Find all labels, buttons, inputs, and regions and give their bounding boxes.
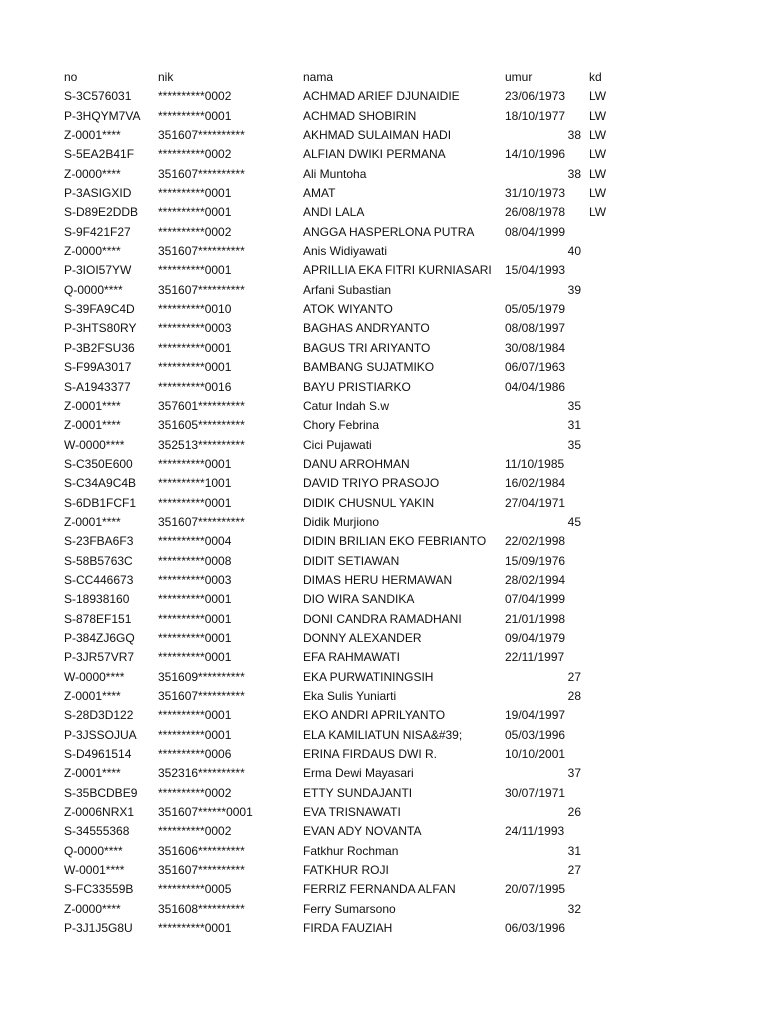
cell-nama: ACHMAD ARIEF DJUNAIDIE	[303, 89, 460, 104]
cell-no: Z-0001****	[64, 514, 121, 529]
cell-nama: Cici Pujawati	[303, 437, 372, 452]
cell-nama: Ali Muntoha	[303, 166, 367, 181]
cell-no: W-0000****	[64, 437, 125, 452]
cell-nik: **********1001	[158, 476, 232, 491]
cell-nik: 357601**********	[158, 398, 245, 413]
cell-nama: Catur Indah S.w	[303, 398, 390, 413]
table-row	[0, 281, 768, 300]
cell-no: S-39FA9C4D	[64, 302, 135, 317]
table-row	[0, 610, 768, 629]
cell-nama: EVAN ADY NOVANTA	[303, 824, 422, 839]
table-row	[0, 107, 768, 126]
cell-nama: ANGGA HASPERLONA PUTRA	[303, 224, 475, 239]
table-row	[0, 474, 768, 493]
cell-no: S-23FBA6F3	[64, 534, 134, 549]
cell-kd: LW	[589, 166, 607, 181]
cell-no: Z-0000****	[64, 901, 121, 916]
cell-umur: 27	[567, 669, 581, 684]
cell-nama: Erma Dewi Mayasari	[303, 766, 414, 781]
cell-kd: LW	[589, 128, 607, 143]
cell-nama: EKA PURWATININGSIH	[303, 669, 434, 684]
cell-no: P-3IOI57YW	[64, 263, 132, 278]
cell-nik: **********0002	[158, 785, 232, 800]
cell-no: P-3B2FSU36	[64, 340, 135, 355]
cell-nik: 352513**********	[158, 437, 245, 452]
cell-nik: 351609**********	[158, 669, 245, 684]
cell-nik: **********0006	[158, 747, 232, 762]
cell-nik: 351607**********	[158, 689, 245, 703]
table-row	[0, 590, 768, 609]
table-row	[0, 900, 768, 919]
cell-nik: **********0001	[158, 456, 232, 471]
table-row	[0, 532, 768, 551]
cell-no: S-C350E600	[64, 456, 133, 471]
cell-kd: LW	[589, 147, 607, 162]
cell-no: Z-0006NRX1	[64, 805, 135, 820]
cell-nik: 351608**********	[158, 901, 245, 916]
cell-no: Q-0000****	[64, 843, 123, 858]
cell-umur: 19/04/1997	[505, 708, 566, 723]
cell-nama: BAGUS TRI ARIYANTO	[303, 340, 431, 355]
table-row	[0, 261, 768, 280]
column-header-umur: umur	[505, 70, 533, 84]
table-row	[0, 494, 768, 513]
table-row	[0, 571, 768, 590]
data-table	[0, 68, 768, 938]
cell-umur: 22/11/1997	[505, 650, 565, 665]
cell-umur: 05/03/1996	[505, 727, 566, 742]
cell-umur: 08/04/1999	[505, 224, 566, 239]
table-row	[0, 803, 768, 822]
cell-nama: ACHMAD SHOBIRIN	[303, 108, 417, 123]
cell-no: S-D89E2DDB	[64, 205, 139, 220]
table-row	[0, 842, 768, 861]
cell-nama: BAGHAS ANDRYANTO	[303, 321, 430, 336]
cell-nik: **********0001	[158, 921, 232, 936]
cell-no: P-3JR57VR7	[64, 650, 135, 665]
cell-nik: **********0001	[158, 108, 232, 123]
table-row	[0, 87, 768, 106]
table-row	[0, 919, 768, 938]
table-row	[0, 552, 768, 571]
cell-umur: 30/08/1984	[505, 340, 566, 355]
table-row	[0, 203, 768, 222]
cell-no: S-5EA2B41F	[64, 147, 135, 162]
table-row	[0, 358, 768, 377]
cell-nama: FIRDA FAUZIAH	[303, 921, 393, 936]
table-row	[0, 629, 768, 648]
cell-nama: ATOK WIYANTO	[303, 302, 393, 317]
table-row	[0, 242, 768, 261]
cell-umur: 27/04/1971	[505, 495, 566, 510]
cell-no: Z-0001****	[64, 128, 121, 143]
cell-no: P-384ZJ6GQ	[64, 630, 135, 645]
column-header-kd: kd	[589, 70, 602, 84]
cell-nik: 351607**********	[158, 514, 245, 529]
table-row	[0, 880, 768, 899]
cell-nik: 351607**********	[158, 863, 245, 878]
cell-nik: **********0005	[158, 882, 232, 897]
cell-nama: ETTY SUNDAJANTI	[303, 785, 413, 800]
cell-nama: ALFIAN DWIKI PERMANA	[303, 147, 446, 162]
cell-nik: 351606**********	[158, 843, 245, 858]
cell-nama: Fatkhur Rochman	[303, 843, 399, 858]
table-row	[0, 745, 768, 764]
cell-nama: ELA KAMILIATUN NISA&#39;	[303, 727, 463, 742]
table-row	[0, 126, 768, 145]
cell-nama: EKO ANDRI APRILYANTO	[303, 708, 446, 723]
cell-umur: 06/03/1996	[505, 921, 566, 936]
table-row	[0, 648, 768, 667]
cell-nik: **********0001	[158, 592, 232, 607]
cell-nama: DIDIK CHUSNUL YAKIN	[303, 495, 435, 510]
cell-nama: BAYU PRISTIARKO	[303, 379, 411, 394]
cell-nama: Didik Murjiono	[303, 514, 380, 529]
cell-umur: 15/09/1976	[505, 553, 566, 568]
table-row	[0, 184, 768, 203]
cell-umur: 15/04/1993	[505, 263, 566, 278]
cell-nama: Chory Febrina	[303, 418, 380, 433]
cell-nik: 351607**********	[158, 166, 245, 181]
cell-nik: **********0016	[158, 379, 232, 394]
cell-kd: LW	[589, 186, 607, 201]
table-row	[0, 687, 768, 706]
cell-nik: 351607**********	[158, 244, 245, 259]
cell-nama: DIDIT SETIAWAN	[303, 553, 400, 568]
cell-no: S-58B5763C	[64, 553, 133, 568]
cell-nik: **********0002	[158, 824, 232, 839]
cell-no: S-28D3D122	[64, 708, 134, 723]
cell-umur: 31	[567, 843, 581, 858]
cell-kd: LW	[589, 205, 607, 220]
cell-no: Z-0001****	[64, 398, 121, 413]
cell-no: Z-0000****	[64, 244, 121, 259]
column-header-nik: nik	[158, 70, 174, 84]
cell-umur: 35	[567, 437, 581, 452]
cell-nama: APRILLIA EKA FITRI KURNIASARI	[303, 263, 492, 278]
cell-no: S-18938160	[64, 592, 130, 607]
cell-nik: 351605**********	[158, 418, 245, 433]
cell-no: W-0000****	[64, 669, 125, 684]
cell-umur: 04/04/1986	[505, 379, 566, 394]
cell-nik: **********0003	[158, 321, 232, 336]
cell-umur: 28/02/1994	[505, 572, 566, 587]
cell-umur: 35	[567, 398, 581, 413]
cell-umur: 26	[567, 805, 581, 820]
cell-kd: LW	[589, 89, 607, 104]
cell-nama: Eka Sulis Yuniarti	[303, 689, 397, 703]
cell-nik: **********0001	[158, 611, 232, 626]
cell-umur: 10/10/2001	[505, 747, 566, 762]
cell-nama: ERINA FIRDAUS DWI R.	[303, 747, 438, 762]
cell-nik: **********0001	[158, 630, 232, 645]
cell-umur: 09/04/1979	[505, 630, 566, 645]
column-header-nama: nama	[303, 70, 334, 84]
cell-no: P-3JSSOJUA	[64, 727, 137, 742]
cell-nik: 352316**********	[158, 766, 245, 781]
table-row	[0, 455, 768, 474]
cell-umur: 05/05/1979	[505, 302, 566, 317]
table-row	[0, 668, 768, 687]
cell-nik: **********0002	[158, 224, 232, 239]
cell-umur: 30/07/1971	[505, 785, 566, 800]
cell-no: P-3HQYM7VA	[64, 108, 141, 123]
table-row	[0, 319, 768, 338]
cell-nama: AKHMAD SULAIMAN HADI	[303, 128, 452, 143]
cell-umur: 40	[567, 244, 581, 259]
cell-no: W-0001****	[64, 863, 125, 878]
cell-nik: **********0002	[158, 147, 232, 162]
cell-no: Z-0001****	[64, 418, 121, 433]
cell-nama: Arfani Subastian	[303, 282, 392, 297]
cell-no: P-3ASIGXID	[64, 186, 132, 201]
cell-nama: DIMAS HERU HERMAWAN	[303, 572, 453, 587]
table-row	[0, 223, 768, 242]
table-row	[0, 764, 768, 783]
cell-nama: DIO WIRA SANDIKA	[303, 592, 415, 607]
cell-no: S-3C576031	[64, 89, 132, 104]
cell-kd: LW	[589, 108, 607, 123]
table-row	[0, 784, 768, 803]
cell-umur: 32	[567, 901, 581, 916]
cell-no: Z-0000****	[64, 166, 121, 181]
cell-nama: Anis Widiyawati	[303, 244, 388, 259]
cell-nik: **********0002	[158, 89, 232, 104]
cell-no: S-6DB1FCF1	[64, 495, 137, 510]
cell-umur: 14/10/1996	[505, 147, 566, 162]
cell-umur: 23/06/1973	[505, 89, 566, 104]
table-row	[0, 822, 768, 841]
cell-nik: **********0001	[158, 263, 232, 278]
table-row	[0, 397, 768, 416]
table-row	[0, 165, 768, 184]
table-row	[0, 416, 768, 435]
cell-no: Q-0000****	[64, 282, 123, 297]
table-row	[0, 706, 768, 725]
cell-no: S-C34A9C4B	[64, 476, 137, 491]
cell-umur: 37	[567, 766, 581, 781]
cell-nik: **********0001	[158, 495, 232, 510]
cell-nama: BAMBANG SUJATMIKO	[303, 360, 435, 375]
cell-nama: DIDIN BRILIAN EKO FEBRIANTO	[303, 534, 487, 549]
cell-umur: 28	[567, 689, 581, 703]
cell-nama: Ferry Sumarsono	[303, 901, 396, 916]
cell-nama: EVA TRISNAWATI	[303, 805, 401, 820]
cell-nik: **********0004	[158, 534, 232, 549]
column-header-no: no	[64, 70, 78, 84]
cell-umur: 31	[567, 418, 581, 433]
cell-nik: 351607******0001	[158, 805, 253, 820]
cell-nama: EFA RAHMAWATI	[303, 650, 400, 665]
cell-no: S-CC446673	[64, 572, 134, 587]
cell-no: S-D4961514	[64, 747, 132, 762]
table-row	[0, 726, 768, 745]
cell-umur: 20/07/1995	[505, 882, 566, 897]
cell-umur: 27	[567, 863, 581, 878]
cell-no: S-34555368	[64, 824, 130, 839]
cell-nik: **********0001	[158, 340, 232, 355]
cell-umur: 08/08/1997	[505, 321, 566, 336]
cell-nik: 351607**********	[158, 128, 245, 143]
cell-umur: 39	[567, 282, 581, 297]
cell-umur: 16/02/1984	[505, 476, 566, 491]
cell-nik: **********0001	[158, 708, 232, 723]
cell-nama: DONI CANDRA RAMADHANI	[303, 611, 462, 626]
cell-umur: 24/11/1993	[505, 824, 565, 839]
table-row	[0, 861, 768, 880]
cell-umur: 38	[567, 166, 581, 181]
cell-nik: **********0001	[158, 205, 232, 220]
cell-no: Z-0001****	[64, 689, 121, 703]
table-header-row	[0, 68, 768, 87]
table-row	[0, 145, 768, 164]
cell-nik: 351607**********	[158, 282, 245, 297]
cell-no: S-35BCDBE9	[64, 785, 138, 800]
cell-nama: DONNY ALEXANDER	[303, 630, 422, 645]
cell-umur: 21/01/1998	[505, 611, 566, 626]
table-row	[0, 378, 768, 397]
cell-nama: DANU ARROHMAN	[303, 456, 410, 471]
cell-umur: 38	[567, 128, 581, 143]
cell-umur: 18/10/1977	[505, 108, 566, 123]
cell-no: S-FC33559B	[64, 882, 134, 897]
cell-nama: AMAT	[303, 186, 336, 201]
cell-no: P-3HTS80RY	[64, 321, 137, 336]
cell-umur: 26/08/1978	[505, 205, 566, 220]
cell-no: P-3J1J5G8U	[64, 921, 133, 936]
cell-nama: FATKHUR ROJI	[303, 863, 389, 878]
cell-umur: 31/10/1973	[505, 186, 566, 201]
cell-umur: 11/10/1985	[505, 456, 565, 471]
cell-nama: ANDI LALA	[303, 205, 365, 220]
cell-umur: 22/02/1998	[505, 534, 566, 549]
table-row	[0, 436, 768, 455]
cell-nik: **********0001	[158, 727, 232, 742]
table-row	[0, 300, 768, 319]
cell-umur: 07/04/1999	[505, 592, 566, 607]
cell-nik: **********0001	[158, 360, 232, 375]
cell-no: S-F99A3017	[64, 360, 132, 375]
cell-no: S-A1943377	[64, 379, 131, 394]
table-body	[0, 87, 768, 938]
cell-nik: **********0001	[158, 650, 232, 665]
cell-no: S-9F421F27	[64, 224, 131, 239]
cell-no: S-878EF151	[64, 611, 132, 626]
cell-nik: **********0003	[158, 572, 232, 587]
cell-no: Z-0001****	[64, 766, 121, 781]
table-row	[0, 339, 768, 358]
cell-nik: **********0001	[158, 186, 232, 201]
table-row	[0, 513, 768, 532]
cell-nik: **********0010	[158, 302, 232, 317]
cell-umur: 45	[567, 514, 581, 529]
cell-umur: 06/07/1963	[505, 360, 566, 375]
cell-nama: FERRIZ FERNANDA ALFAN	[303, 882, 456, 897]
cell-nik: **********0008	[158, 553, 232, 568]
cell-nama: DAVID TRIYO PRASOJO	[303, 476, 440, 491]
